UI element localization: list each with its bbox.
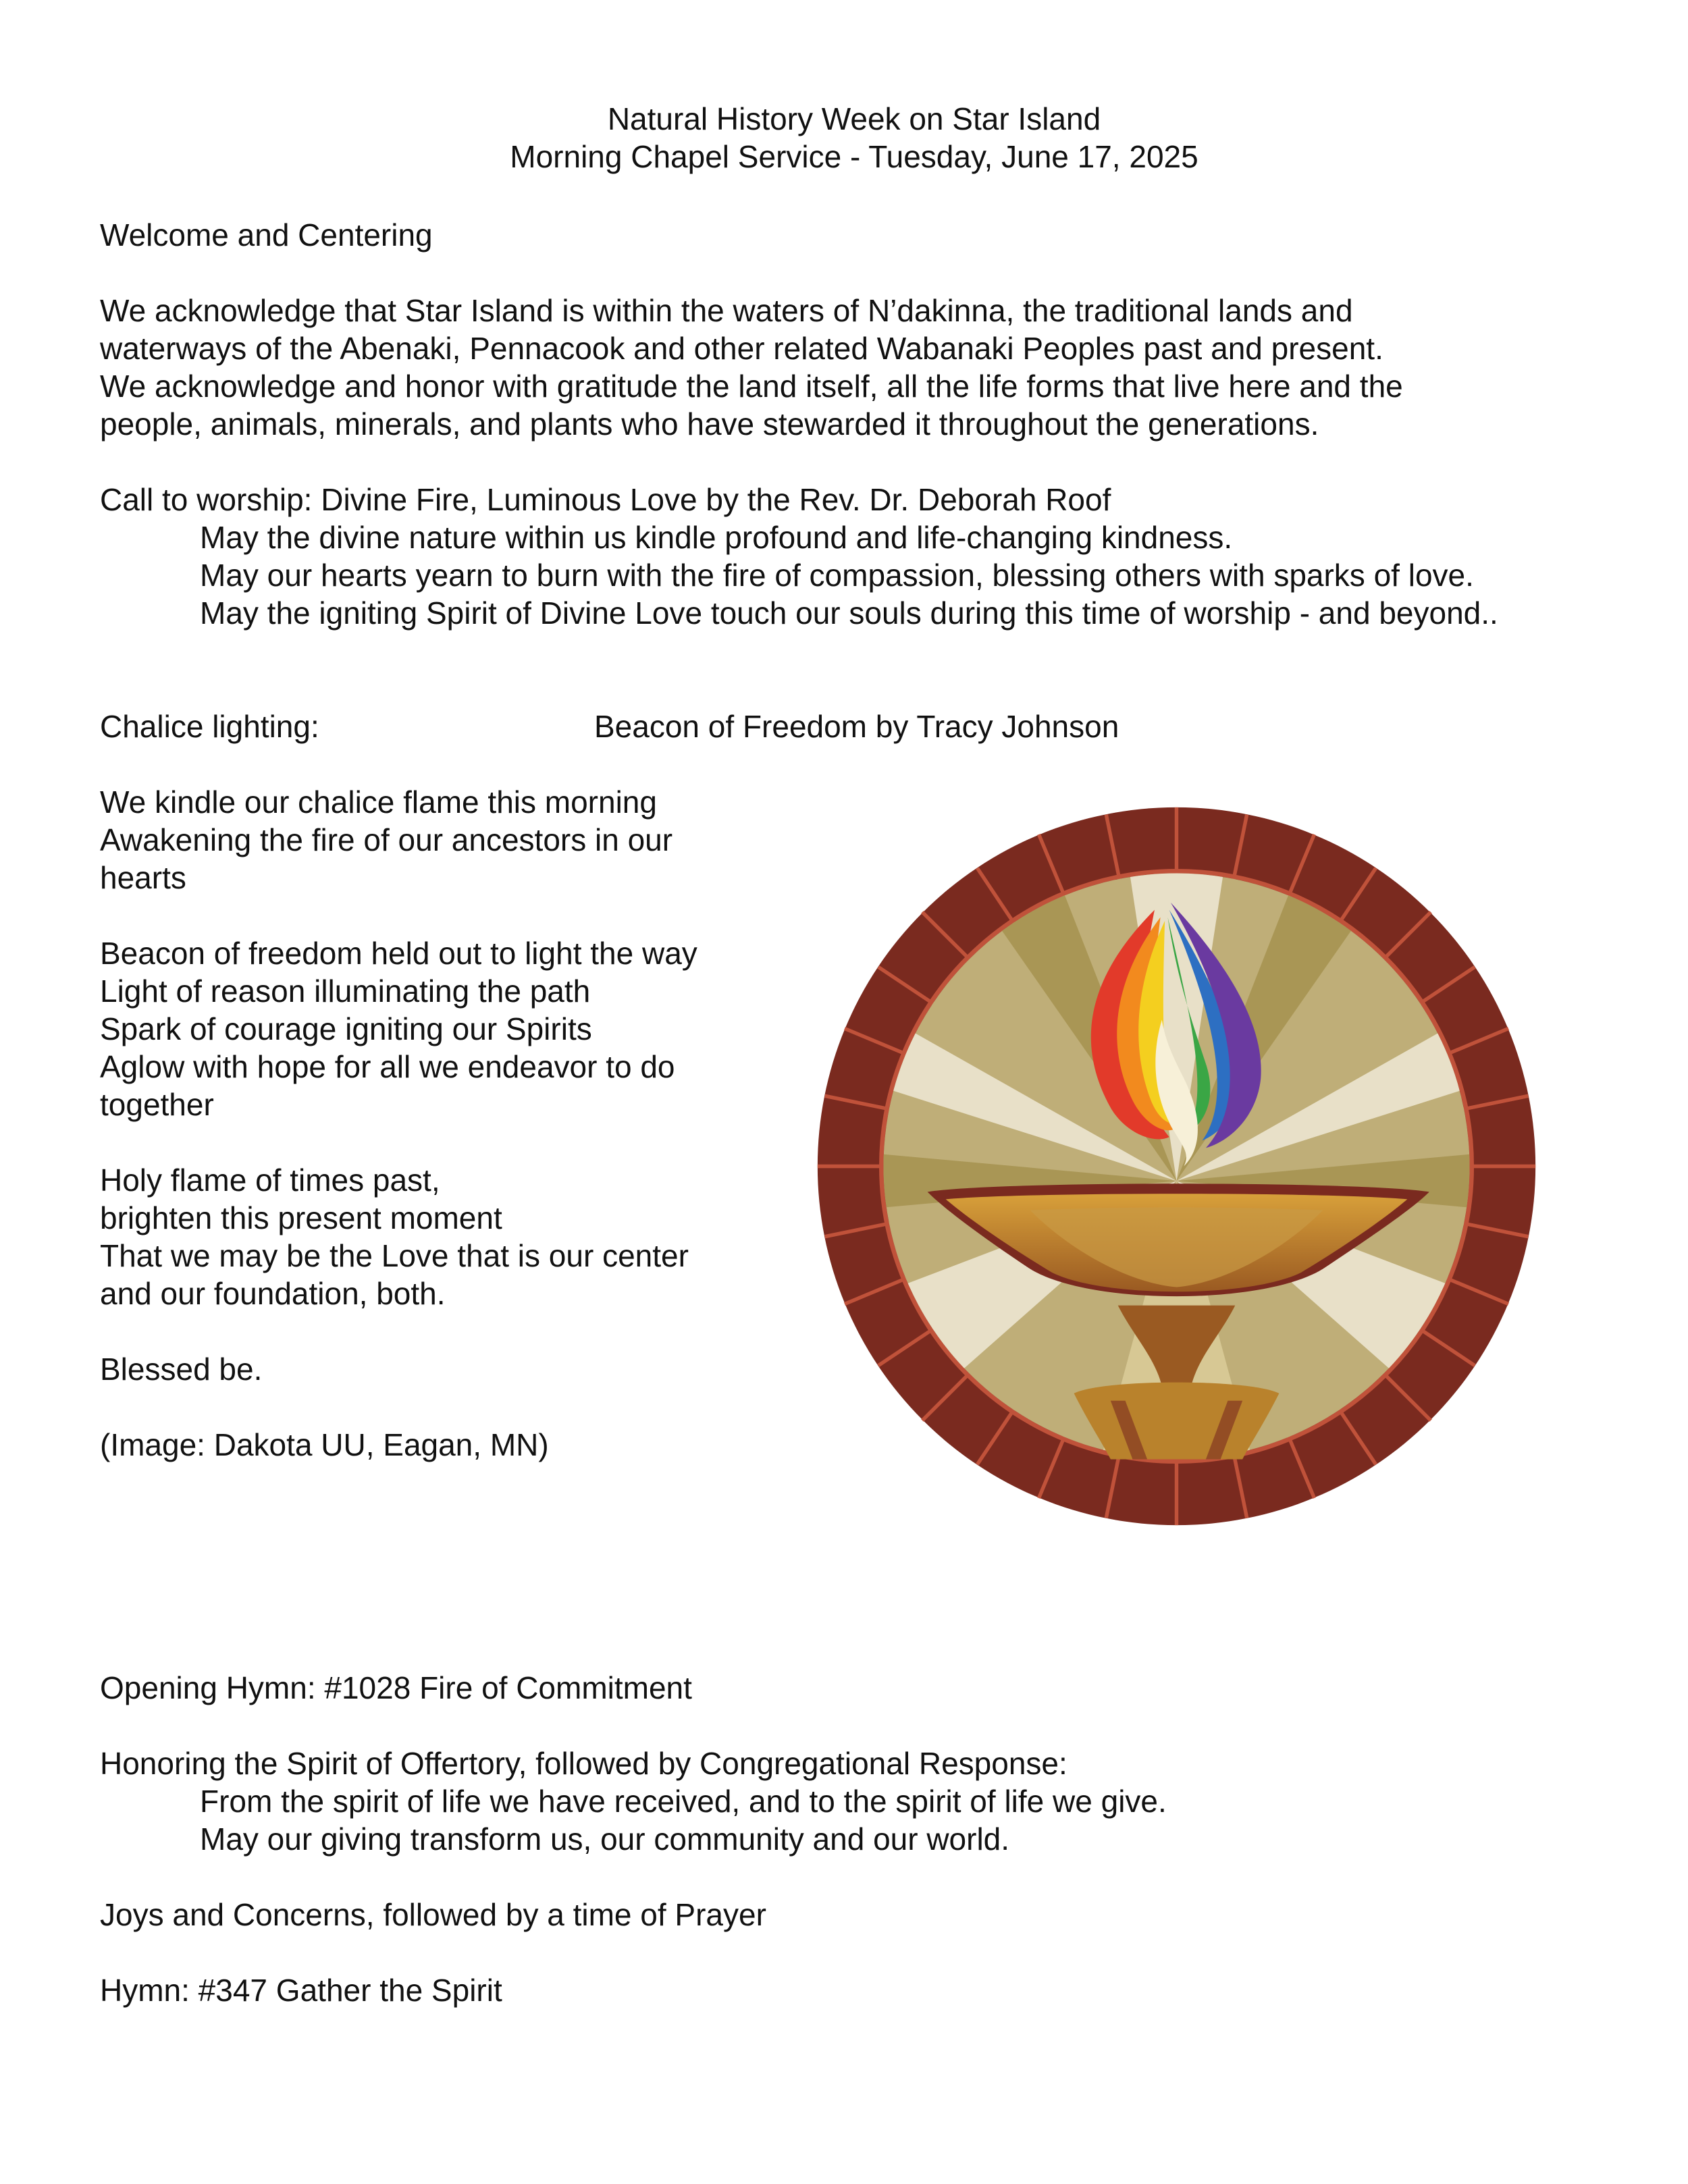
acknowledgment-line: We acknowledge that Star Island is within the waters of N’dakinna, the traditional lands and xyxy=(100,293,1353,328)
document-subtitle: Morning Chapel Service - Tuesday, June 17, 2025 xyxy=(510,139,1198,174)
poem-line: together xyxy=(100,1087,214,1122)
poem-line: Holy flame of times past, xyxy=(100,1163,440,1198)
welcome-heading: Welcome and Centering xyxy=(100,217,433,252)
hymn: Hymn: #347 Gather the Spirit xyxy=(100,1973,502,2008)
poem-line: Spark of courage igniting our Spirits xyxy=(100,1011,592,1046)
image-credit: (Image: Dakota UU, Eagan, MN) xyxy=(100,1427,549,1462)
poem-line: hearts xyxy=(100,860,186,895)
acknowledgment-line: waterways of the Abenaki, Pennacook and other related Wabanaki Peoples past and present. xyxy=(100,331,1383,366)
poem-closing: Blessed be. xyxy=(100,1352,263,1387)
call-to-worship-heading: Call to worship: Divine Fire, Luminous Love by the Rev. Dr. Deborah Roof xyxy=(100,482,1111,517)
chalice-lighting-label: Chalice lighting: xyxy=(100,709,319,744)
poem-line: Beacon of freedom held out to light the way xyxy=(100,936,697,971)
joys-concerns: Joys and Concerns, followed by a time of Prayer xyxy=(100,1897,766,1932)
acknowledgment-line: We acknowledge and honor with gratitude the land itself, all the life forms that live here and the xyxy=(100,369,1403,404)
poem-line: That we may be the Love that is our center xyxy=(100,1238,689,1273)
poem-line: Awakening the fire of our ancestors in our xyxy=(100,822,673,857)
chalice-emblem-image xyxy=(810,800,1543,1533)
call-to-worship-line: May the igniting Spirit of Divine Love touch our souls during this time of worship - and beyond.. xyxy=(200,595,1498,631)
poem-line: Aglow with hope for all we endeavor to do xyxy=(100,1049,675,1084)
offertory-response-line: May our giving transform us, our community and our world. xyxy=(200,1821,1010,1857)
chalice-lighting-title: Beacon of Freedom by Tracy Johnson xyxy=(594,709,1119,744)
call-to-worship-line: May the divine nature within us kindle profound and life-changing kindness. xyxy=(200,520,1233,555)
poem-line: and our foundation, both. xyxy=(100,1276,446,1311)
opening-hymn: Opening Hymn: #1028 Fire of Commitment xyxy=(100,1670,692,1705)
acknowledgment-line: people, animals, minerals, and plants who have stewarded it throughout the generations. xyxy=(100,406,1319,442)
offertory-heading: Honoring the Spirit of Offertory, followed by Congregational Response: xyxy=(100,1746,1067,1781)
poem-line: brighten this present moment xyxy=(100,1200,502,1235)
document-title: Natural History Week on Star Island xyxy=(607,101,1101,136)
poem-line: We kindle our chalice flame this morning xyxy=(100,784,657,820)
poem-line: Light of reason illuminating the path xyxy=(100,974,591,1009)
call-to-worship-line: May our hearts yearn to burn with the fire of compassion, blessing others with sparks of love. xyxy=(200,558,1474,593)
offertory-response-line: From the spirit of life we have received, and to the spirit of life we give. xyxy=(200,1784,1167,1819)
